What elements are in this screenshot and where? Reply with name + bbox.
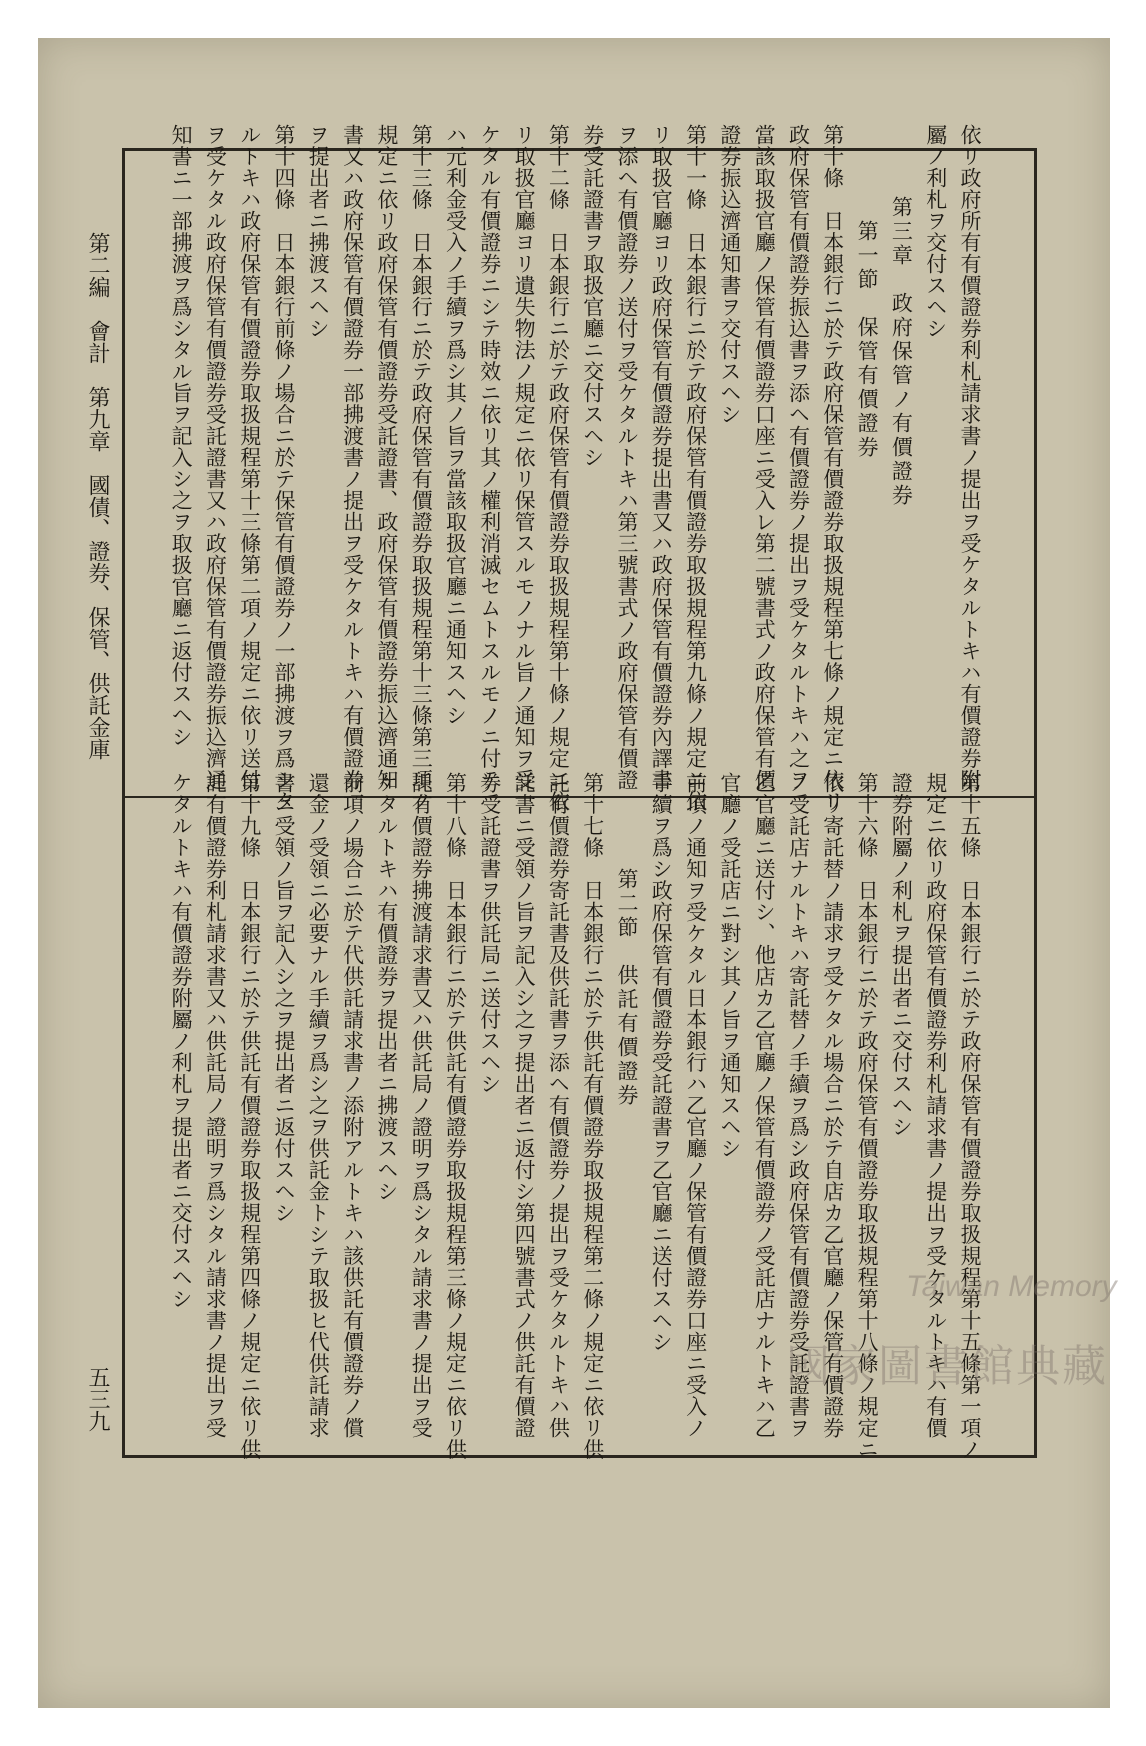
text-column: リ取扱官廳ヨリ遺失物法ノ規定ニ依リ保管スルモノナル旨ノ通知ヲ受 [512,124,537,791]
text-column: 託書ニ受領ノ旨ヲ記入シ之ヲ提出者ニ返付シ第四號書式ノ供託有價證 [512,772,537,1439]
text-column: 書ニ受領ノ旨ヲ記入シ之ヲ提出者ニ返付スヘシ [272,772,296,1224]
text-column: 屬ノ利札ヲ交付スヘシ [923,124,948,339]
page-number: 五三九 [85,1366,110,1432]
text-column: 第十六條 日本銀行ニ於テ政府保管有價證券取扱規程第十八條ノ規定ニ [855,772,880,1460]
text-column: 依リ寄託替ノ請求ヲ受ケタル場合ニ於テ自店カ乙官廳ノ保管有價證券 [820,772,845,1439]
text-column: 手續ヲ爲シ政府保管有價證券受託證書ヲ乙官廳ニ送付スヘシ [649,772,674,1353]
text-column: 證券振込濟通知書ヲ交付スヘシ [717,124,742,425]
text-column: 第十九條 日本銀行ニ於テ供託有價證券取扱規程第四條ノ規定ニ依リ供 [237,772,262,1460]
text-column: 還金ノ受領ニ必要ナル手續ヲ爲シ之ヲ供託金トシテ取扱ヒ代供託請求 [306,772,331,1439]
text-column: 前項ノ通知ヲ受ケタル日本銀行ハ乙官廳ノ保管有價證券口座ニ受入ノ [683,772,708,1439]
text-column: 第十二條 日本銀行ニ於テ政府保管有價證券取扱規程第十條ノ規定ニ依 [546,124,571,812]
text-column: ハ元利金受入ノ手續ヲ爲シ其ノ旨ヲ當該取扱官廳ニ通知スヘシ [443,124,468,726]
text-column: 託有價證券利札請求書又ハ供託局ノ證明ヲ爲シタル請求書ノ提出ヲ受 [203,772,228,1439]
text-column: 規定ニ依リ政府保管有價證券受託證書、政府保管有價證券振込濟通知 [374,124,399,791]
text-column: 第十三條 日本銀行ニ於テ政府保管有價證券取扱規程第十三條第三項ノ [409,124,434,812]
text-column: リ取扱官廳ヨリ政府保管有價證券提出書又ハ政府保管有價證券內譯書 [649,124,674,791]
text-column: 依リ政府所有有價證券利札請求書ノ提出ヲ受ケタルトキハ有價證券附 [958,124,982,791]
text-column: 第二節 供託有價證券 [615,772,639,1108]
watermark [746,1150,1117,1450]
text-column: 第一節 保管有價證券 [855,124,880,460]
text-column: 第十條 日本銀行ニ於テ政府保管有價證券取扱規程第七條ノ規定ニ依リ [820,124,845,812]
text-column: 託有價證券寄託書及供託書ヲ添ヘ有價證券ノ提出ヲ受ケタルトキハ供 [546,772,571,1439]
text-column: ケタルトキハ有價證券ヲ提出者ニ拂渡スヘシ [374,772,399,1202]
watermark-latin: Taiwan Memory [906,1270,1117,1303]
text-column: ヲ添ヘ有價證券ノ送付ヲ受ケタルトキハ第三號書式ノ政府保管有價證 [615,124,639,791]
text-column: 當該取扱官廳ノ保管有價證券口座ニ受入レ第二號書式ノ政府保管有價 [752,124,777,791]
text-column: 規定ニ依リ政府保管有價證券利札請求書ノ提出ヲ受ケタルトキハ有價 [923,772,948,1439]
text-column: 託有價證券拂渡請求書又ハ供託局ノ證明ヲ爲シタル請求書ノ提出ヲ受 [409,772,434,1439]
running-footer: 第二編 會計 第九章 國債、證券、保管、供託金庫 [85,232,110,760]
text-column: ケタルトキハ有價證券附屬ノ利札ヲ提出者ニ交付スヘシ [169,772,194,1310]
text-column: 前項ノ場合ニ於テ代供託請求書ノ添附アルトキハ該供託有價證券ノ償 [340,772,365,1439]
text-column: ヲ受ケタル政府保管有價證券受託證書又ハ政府保管有價證券振込濟通 [203,124,228,791]
text-column: 第十八條 日本銀行ニ於テ供託有價證券取扱規程第三條ノ規定ニ依リ供 [443,772,468,1460]
text-column: 書又ハ政府保管有價證券一部拂渡書ノ提出ヲ受ケタルトキハ有價證券 [340,124,365,791]
text-column: 券受託證書ヲ供託局ニ送付スヘシ [477,772,502,1095]
text-column: ルトキハ政府保管有價證券取扱規程第十三條第二項ノ規定ニ依リ送付 [237,124,262,791]
text-column: 第十五條 日本銀行ニ於テ政府保管有價證券取扱規程第十五條第一項ノ [958,772,982,1460]
text-column: ヲ提出者ニ拂渡スヘシ [306,124,331,339]
watermark-title: 國家圖書館典藏 [786,1341,1108,1392]
text-column: 乙官廳ニ送付シ、他店カ乙官廳ノ保管有價證券ノ受託店ナルトキハ乙 [752,772,777,1439]
text-column: 政府保管有價證券振込書ヲ添ヘ有價證券ノ提出ヲ受ケタルトキハ之ヲ [786,124,811,791]
text-column: 第三章 政府保管ノ有價證券 [889,124,914,508]
text-column: ノ受託店ナルトキハ寄託替ノ手續ヲ爲シ政府保管有價證券受託證書ヲ [786,772,811,1439]
text-column: 證券附屬ノ利札ヲ提出者ニ交付スヘシ [889,772,914,1138]
text-column: 第十七條 日本銀行ニ於テ供託有價證券取扱規程第二條ノ規定ニ依リ供 [580,772,605,1460]
text-column: 第十四條 日本銀行前條ノ場合ニ於テ保管有價證券ノ一部拂渡ヲ爲シタ [272,124,296,812]
text-column: 第十一條 日本銀行ニ於テ政府保管有價證券取扱規程第九條ノ規定ニ依 [683,124,708,812]
text-column: 知書ニ一部拂渡ヲ爲シタル旨ヲ記入シ之ヲ取扱官廳ニ返付スヘシ [169,124,194,748]
text-column: 官廳ノ受託店ニ對シ其ノ旨ヲ通知スヘシ [717,772,742,1159]
text-column: 券受託證書ヲ取扱官廳ニ交付スヘシ [580,124,605,468]
text-column: ケタル有價證券ニシテ時效ニ依リ其ノ權利消滅セムトスルモノニ付テ [477,124,502,791]
